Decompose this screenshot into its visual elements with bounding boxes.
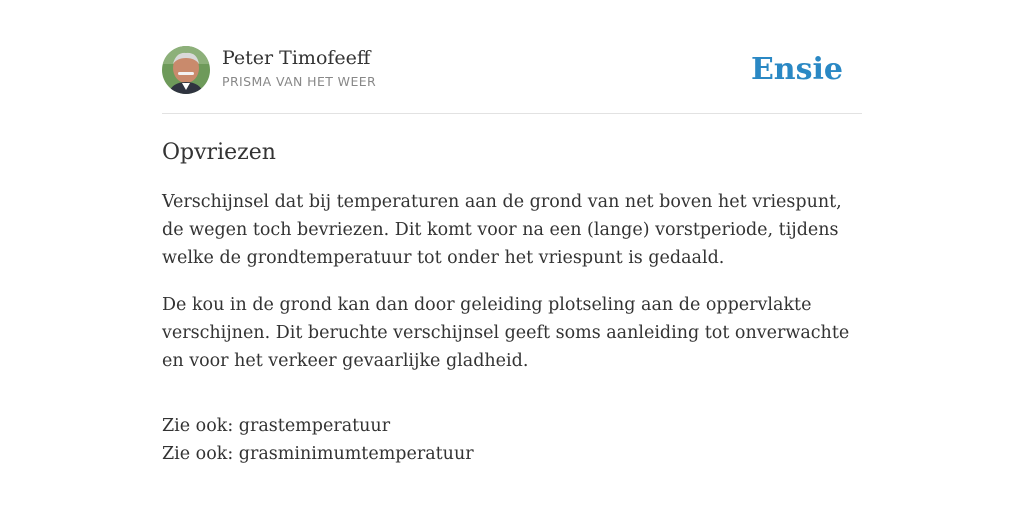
see-also-link-grasminimumtemperatuur[interactable]: Zie ook: grasminimumtemperatuur xyxy=(162,444,474,464)
article-paragraph: Verschijnsel dat bij temperaturen aan de grond van net boven het vriespunt, de wegen toch bevriezen. Dit komt voor na een (lange) vorstperiode, tijdens welke de grondtemperatuur tot onder het vriespunt is gedaald. xyxy=(162,192,842,268)
definition-card xyxy=(162,46,862,468)
brand-logo[interactable]: Ensie xyxy=(750,52,843,87)
see-also-list xyxy=(162,412,862,468)
article-body xyxy=(162,188,862,468)
author-source: PRISMA VAN HET WEER xyxy=(222,74,377,89)
author-avatar[interactable] xyxy=(162,46,210,94)
card-header xyxy=(162,46,862,114)
article-paragraph: De kou in de grond kan dan door geleiding plotseling aan de oppervlakte verschijnen. Dit beruchte verschijnsel geeft soms aanleiding tot onverwachte en voor het verkeer gevaarlijke gladheid. xyxy=(162,295,850,371)
see-also-link-grastemperatuur[interactable]: Zie ook: grastemperatuur xyxy=(162,416,391,436)
article-title: Opvriezen xyxy=(162,140,276,165)
author-name[interactable]: Peter Timofeeff xyxy=(222,47,371,69)
